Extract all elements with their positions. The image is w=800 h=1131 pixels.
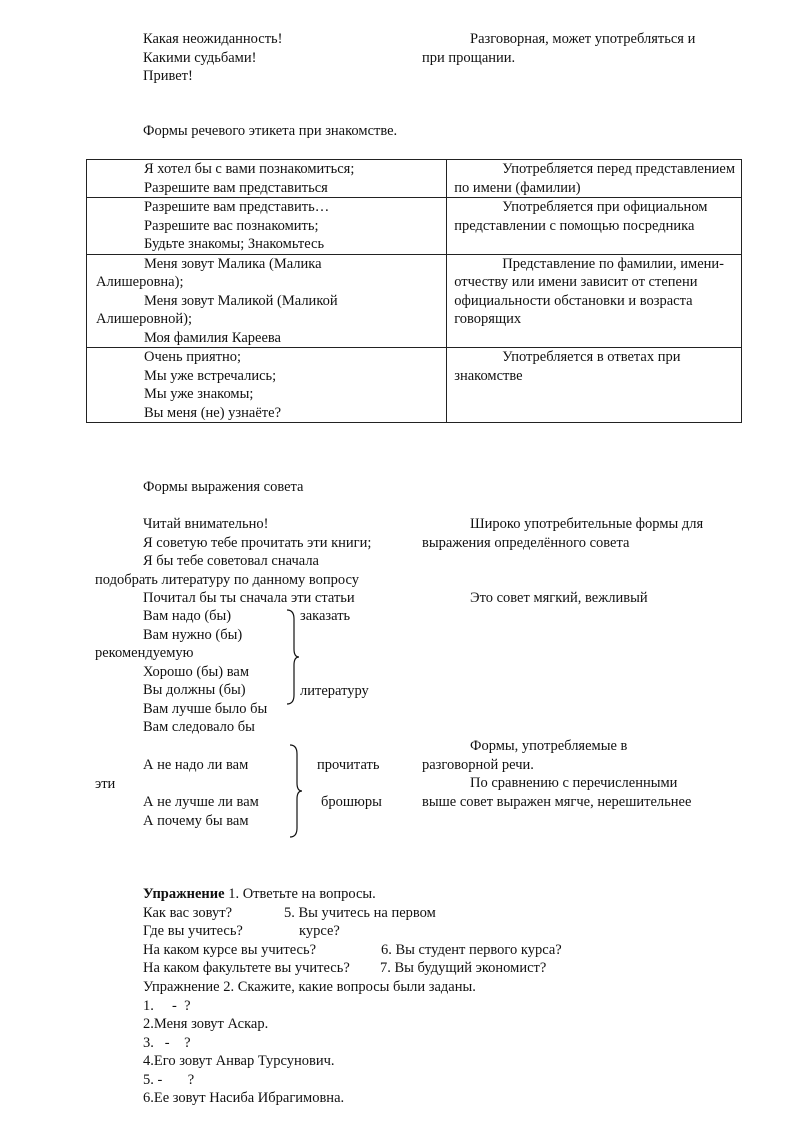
exercise-title-bold: Упражнение	[143, 886, 225, 902]
usage-line: Представление по фамилии, имени-	[502, 255, 724, 272]
question-line: 5. Вы учитесь на первом	[284, 905, 436, 921]
phrase-line: Вы меня (не) узнаёте?	[144, 404, 281, 421]
answer-line: 1. - ?	[143, 997, 191, 1014]
note-line: разговорной речи.	[422, 756, 534, 773]
advice-soft-note: Это совет мягкий, вежливый	[470, 590, 648, 606]
phrase-cell	[87, 348, 447, 423]
greeting-line: Какими судьбами!	[143, 49, 257, 66]
usage-line: по имени (фамилии)	[454, 179, 581, 196]
usage-cell	[447, 348, 742, 423]
curly-brace-icon	[287, 744, 303, 838]
note-line: По сравнению с перечисленными	[470, 775, 678, 791]
answer-line: 5. - ?	[143, 1071, 195, 1088]
phrase-line: Очень приятно;	[144, 349, 242, 365]
phrase-line: Меня зовут Малика (Малика	[144, 255, 322, 272]
answer-line: 3. - ?	[143, 1034, 191, 1051]
answer-line: 2.Меня зовут Аскар.	[143, 1016, 269, 1032]
advice-line: Хорошо (бы) вам	[143, 663, 250, 680]
answer-line: 4.Его зовут Анвар Турсунович.	[143, 1053, 335, 1069]
question-line: Где вы учитесь?	[143, 923, 243, 939]
advice-line: Вам лучше было бы	[143, 700, 268, 717]
advice-spacer	[143, 775, 259, 794]
advice-brace-group-2	[143, 756, 259, 830]
phrase-cell	[87, 160, 447, 198]
usage-cell	[447, 198, 742, 255]
note-line: выше совет выражен мягче, нерешительнее	[422, 793, 692, 810]
advice-heading: Формы выражения совета	[143, 479, 304, 495]
advice-line: подобрать литературу по данному вопросу	[95, 571, 359, 588]
usage-line: представлении с помощью посредника	[454, 217, 695, 234]
phrase-line: Моя фамилия Кареева	[144, 329, 281, 346]
note-line: Широко употребительные формы для	[470, 516, 704, 532]
brace-word: прочитать	[317, 757, 380, 773]
note-line: Формы, употребляемые в	[470, 738, 628, 754]
question-line: На каком факультете вы учитесь?	[143, 960, 350, 976]
advice-line: рекомендуемую	[95, 645, 194, 661]
advice-line: Читай внимательно!	[143, 516, 269, 532]
usage-line: Употребляется при официальном	[502, 199, 708, 215]
advice-brace-group-1	[95, 607, 267, 737]
note-line: выражения определённого совета	[422, 534, 630, 551]
usage-line: знакомстве	[454, 367, 523, 384]
acquaintance-heading: Формы речевого этикета при знакомстве.	[143, 123, 398, 139]
phrase-line: Мы уже знакомы;	[144, 386, 254, 402]
question-line: 7. Вы будущий экономист?	[380, 960, 547, 976]
phrase-line: Разрешите вас познакомить;	[144, 217, 319, 234]
advice-line: А не надо ли вам	[143, 757, 249, 773]
advice-line: А почему бы вам	[143, 812, 249, 829]
question-line: курсе?	[299, 923, 340, 939]
table-row	[87, 160, 742, 198]
advice-line: Я советую тебе прочитать эти книги;	[143, 534, 372, 551]
greetings-list	[143, 30, 283, 86]
answer-line: 6.Ее зовут Насиба Ибрагимовна.	[143, 1090, 345, 1106]
note-line: Разговорная, может употребляться и	[470, 31, 696, 47]
phrase-line: Я хотел бы с вами познакомиться;	[144, 161, 355, 177]
advice-note-1	[422, 515, 703, 552]
advice-line: Вам надо (бы)	[143, 608, 232, 624]
phrase-line: Разрешите вам представить…	[144, 199, 330, 215]
brace-prefix: эти	[95, 776, 116, 792]
advice-line: Я бы тебе советовал сначала	[143, 553, 319, 569]
question-line: Как вас зовут?	[143, 905, 233, 921]
phrase-line: Разрешите вам представиться	[144, 179, 328, 196]
table-row	[87, 254, 742, 348]
usage-line: официальности обстановки и возраста	[454, 292, 693, 309]
phrase-line: Мы уже встречались;	[144, 367, 277, 384]
usage-line: отчеству или имени зависит от степени	[454, 274, 698, 290]
advice-line: А не лучше ли вам	[143, 794, 259, 810]
table-row	[87, 198, 742, 255]
brace-word: заказать	[300, 608, 351, 624]
exercise-2-title: Упражнение 2. Скажите, какие вопросы были заданы.	[143, 979, 476, 995]
phrase-line: Алишеровной);	[96, 311, 193, 327]
question-line: На каком курсе вы учитесь?	[143, 942, 317, 958]
phrase-cell	[87, 254, 447, 348]
usage-cell	[447, 160, 742, 198]
exercise-1-title	[143, 885, 376, 904]
table-row	[87, 348, 742, 423]
advice-line: Почитал бы ты сначала эти статьи	[143, 590, 355, 606]
question-line: 6. Вы студент первого курса?	[381, 942, 562, 958]
usage-line: Употребляется перед представлением	[502, 161, 735, 177]
note-line: при прощании.	[422, 49, 516, 66]
usage-line: говорящих	[454, 311, 522, 327]
phrase-line: Меня зовут Маликой (Маликой	[144, 292, 338, 309]
etiquette-table	[86, 159, 742, 423]
brace-word: брошюры	[321, 794, 382, 810]
brace-word: литературу	[300, 683, 369, 699]
phrase-line: Алишеровна);	[96, 274, 184, 290]
phrase-cell	[87, 198, 447, 255]
advice-block-1	[95, 515, 371, 608]
advice-line: Вам следовало бы	[143, 719, 255, 735]
advice-line: Вам нужно (бы)	[143, 626, 243, 643]
advice-line: Вы должны (бы)	[143, 682, 246, 698]
exercise-title-rest: 1. Ответьте на вопросы.	[224, 886, 376, 902]
advice-note-3	[422, 737, 691, 811]
greetings-note	[422, 30, 695, 67]
phrase-line: Будьте знакомы; Знакомьтесь	[144, 236, 325, 252]
exercise-2	[143, 978, 476, 1108]
greeting-line: Привет!	[143, 68, 193, 84]
curly-brace-icon	[284, 609, 300, 705]
usage-line: Употребляется в ответах при	[502, 349, 681, 365]
greeting-line: Какая неожиданность!	[143, 31, 283, 47]
usage-cell	[447, 254, 742, 348]
